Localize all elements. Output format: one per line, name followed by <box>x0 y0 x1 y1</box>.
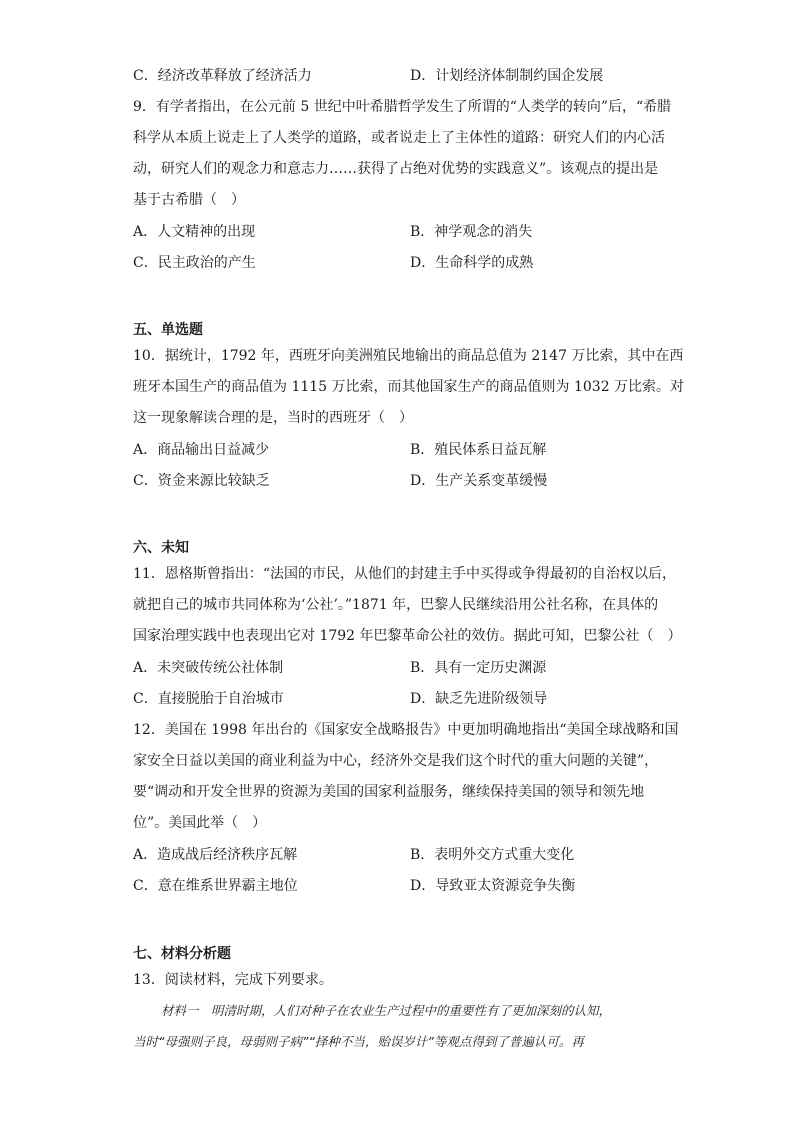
q13-material-line: 当时“母强则子良，母弱则子病”“择种不当，贻误岁计”等观点得到了普遍认可。再 <box>133 1034 584 1049</box>
q11-option-d: D．缺乏先进阶级领导 <box>410 691 548 707</box>
section-heading-5: 五、单选题 <box>133 322 203 338</box>
q9-stem-line: 基于古希腊（ ） <box>133 192 245 208</box>
q12-option-d: D．导致亚太资源竞争失衡 <box>410 878 576 894</box>
q9-stem-line: 动，研究人们的观念力和意志力……获得了占绝对优势的实践意义”。该观点的提出是 <box>133 161 659 177</box>
q9-option-b: B．神学观念的消失 <box>410 224 533 240</box>
q11-stem-line: 11．恩格斯曾指出：“法国的市民，从他们的封建主手中买得或争得最初的自治权以后， <box>133 566 676 582</box>
q8-option-c: C．经济改革释放了经济活力 <box>133 68 312 84</box>
q13-lead: 13．阅读材料，完成下列要求。 <box>133 972 333 988</box>
q12-stem-line: 位”。美国此举（ ） <box>133 815 267 831</box>
q12-stem-line: 12．美国在 1998 年出台的《国家安全战略报告》中更加明确地指出“美国全球战略和国 <box>133 722 679 738</box>
q9-stem-line: 科学从本质上说走上了人类学的道路，或者说走上了主体性的道路：研究人们的内心活 <box>133 130 665 146</box>
q11-option-b: B．具有一定历史渊源 <box>410 660 547 676</box>
q11-option-a: A．未突破传统公社体制 <box>133 660 284 676</box>
q12-option-c: C．意在维系世界霸主地位 <box>133 878 298 894</box>
q10-stem-line: 班牙本国生产的商品值为 1115 万比索，而其他国家生产的商品值则为 1032 万比索。对 <box>133 379 685 395</box>
q10-stem-line: 10．据统计，1792 年，西班牙向美洲殖民地输出的商品总值为 2147 万比索，其中在西 <box>133 348 684 364</box>
q12-option-b: B．表明外交方式重大变化 <box>410 847 575 863</box>
q10-stem-line: 这一现象解读合理的是，当时的西班牙（ ） <box>133 410 413 426</box>
q9-option-d: D．生命科学的成熟 <box>410 255 534 271</box>
q10-option-b: B．殖民体系日益瓦解 <box>410 442 547 458</box>
q8-option-d: D．计划经济体制制约国企发展 <box>410 68 604 84</box>
q9-stem-line: 9．有学者指出，在公元前 5 世纪中叶希腊哲学发生了所谓的“人类学的转向”后，“希腊 <box>133 99 672 115</box>
q12-option-a: A．造成战后经济秩序瓦解 <box>133 847 298 863</box>
q12-stem-line: 要“调动和开发全世界的资源为美国的国家利益服务，继续保持美国的领导和领先地 <box>133 784 645 800</box>
q11-stem-line: 国家治理实践中也表现出它对 1792 年巴黎革命公社的效仿。据此可知，巴黎公社（ ） <box>133 628 682 644</box>
q13-material-line: 材料一 明清时期，人们对种子在农业生产过程中的重要性有了更加深刻的认知， <box>161 1003 612 1018</box>
section-heading-6: 六、未知 <box>133 540 189 556</box>
q11-stem-line: 就把自己的城市共同体称为‘公社’。”1871 年，巴黎人民继续沿用公社名称，在具体的 <box>133 597 659 613</box>
q10-option-c: C．资金来源比较缺乏 <box>133 473 270 489</box>
q11-option-c: C．直接脱胎于自治城市 <box>133 691 284 707</box>
section-heading-7: 七、材料分析题 <box>133 946 231 962</box>
q12-stem-line: 家安全日益以美国的商业利益为中心，经济外交是我们这个时代的重大问题的关键”， <box>133 753 659 769</box>
q10-option-a: A．商品输出日益减少 <box>133 442 270 458</box>
q9-option-c: C．民主政治的产生 <box>133 255 256 271</box>
q10-option-d: D．生产关系变革缓慢 <box>410 473 548 489</box>
q9-option-a: A．人文精神的出现 <box>133 224 256 240</box>
